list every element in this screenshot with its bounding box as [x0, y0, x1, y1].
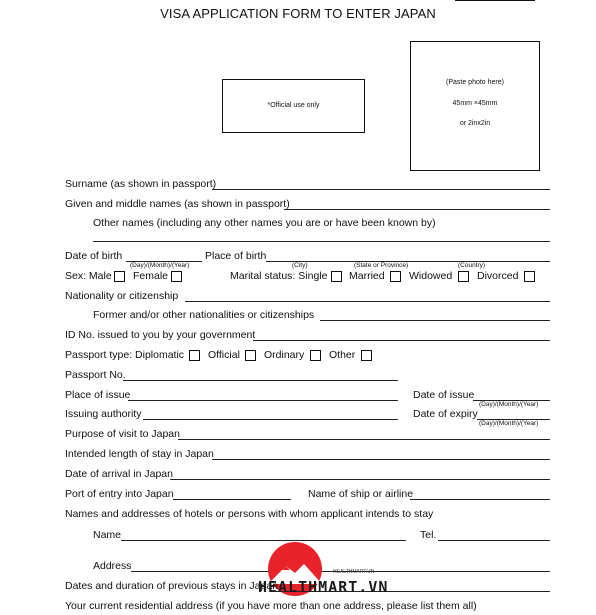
id-number-label: ID No. issued to you by your government	[65, 329, 256, 341]
issuing-authority-label: Issuing authority	[65, 408, 142, 420]
other-checkbox[interactable]	[361, 350, 372, 361]
official-use-label: *Official use only	[267, 102, 320, 109]
date-of-issue-label: Date of issue	[413, 389, 475, 401]
official-checkbox[interactable]	[245, 350, 256, 361]
other-label: Other	[329, 349, 356, 361]
dob-hint: (Day)/(Month)/(Year)	[130, 262, 190, 269]
former-nationality-label: Former and/or other nationalities or citizenships	[93, 309, 315, 321]
place-of-issue-label: Place of issue	[65, 389, 131, 401]
official-label: Official	[208, 349, 240, 361]
expiry-date-hint: (Day)/(Month)/(Year)	[479, 420, 539, 427]
divorced-label: Divorced	[477, 270, 519, 282]
host-address-label: Address	[93, 560, 132, 572]
photo-box	[410, 41, 540, 171]
id-number-field[interactable]	[253, 340, 550, 341]
passport-type-label: Passport type: Diplomatic	[65, 349, 185, 361]
former-nationality-field[interactable]	[320, 320, 550, 321]
form-title: VISA APPLICATION FORM TO ENTER JAPAN	[160, 6, 436, 21]
ship-airline-field[interactable]	[410, 499, 550, 500]
ordinary-checkbox[interactable]	[310, 350, 321, 361]
photo-instruction: (Paste photo here)	[446, 79, 504, 86]
nationality-field[interactable]	[185, 301, 550, 302]
photo-size-alt: or 2inx2in	[459, 120, 491, 127]
sex-label: Sex: Male	[65, 270, 112, 282]
date-of-expiry-label: Date of expiry	[413, 408, 478, 420]
single-checkbox[interactable]	[331, 271, 342, 282]
surname-field[interactable]	[212, 189, 550, 190]
intended-stay-field[interactable]	[212, 459, 550, 460]
given-names-label: Given and middle names (as shown in passport)	[65, 198, 290, 210]
pob-state-hint: (State or Province)	[354, 262, 409, 269]
pob-label: Place of birth	[205, 250, 267, 262]
nationality-label: Nationality or citizenship	[65, 290, 179, 302]
watermark-text: HEALTHMART.VN	[258, 578, 389, 596]
host-tel-field[interactable]	[438, 540, 550, 541]
dob-label: Date of birth	[65, 250, 123, 262]
host-name-field[interactable]	[121, 540, 406, 541]
purpose-field[interactable]	[178, 439, 550, 440]
surname-label: Surname (as shown in passport)	[65, 178, 217, 190]
photo-size: 45mm ×45mm	[452, 100, 498, 107]
previous-stays-label: Dates and duration of previous stays in Japan	[65, 580, 279, 592]
purpose-label: Purpose of visit to Japan	[65, 428, 180, 440]
passport-number-field[interactable]	[123, 380, 398, 381]
passport-number-label: Passport No.	[65, 369, 126, 381]
port-of-entry-field[interactable]	[173, 499, 291, 500]
male-checkbox[interactable]	[114, 271, 125, 282]
widowed-checkbox[interactable]	[458, 271, 469, 282]
top-rule	[455, 0, 535, 1]
place-of-issue-field[interactable]	[128, 400, 398, 401]
current-address-label: Your current residential address (if you have more than one address, please list them all)	[65, 600, 477, 612]
arrival-date-field[interactable]	[170, 479, 550, 480]
pob-country-hint: (Country)	[458, 262, 486, 269]
arrival-date-label: Date of arrival in Japan	[65, 468, 173, 480]
issue-date-hint: (Day)/(Month)/(Year)	[479, 401, 539, 408]
married-label: Married	[349, 270, 385, 282]
given-names-field[interactable]	[284, 209, 550, 210]
host-tel-label: Tel.	[420, 529, 437, 541]
divorced-checkbox[interactable]	[524, 271, 535, 282]
pob-city-hint: (City)	[292, 262, 308, 269]
ship-airline-label: Name of ship or airline	[308, 488, 414, 500]
intended-stay-label: Intended length of stay in Japan	[65, 448, 214, 460]
other-names-field[interactable]	[93, 241, 550, 242]
female-checkbox[interactable]	[171, 271, 182, 282]
female-label: Female	[133, 270, 169, 282]
other-names-label: Other names (including any other names you are or have been known by)	[93, 217, 436, 229]
official-use-box	[222, 79, 365, 133]
widowed-label: Widowed	[409, 270, 453, 282]
diplomatic-checkbox[interactable]	[189, 350, 200, 361]
hotels-label: Names and addresses of hotels or persons with whom applicant intends to stay	[65, 508, 434, 520]
married-checkbox[interactable]	[390, 271, 401, 282]
watermark-small-text: HEALTHMART.VN	[333, 569, 375, 575]
port-of-entry-label: Port of entry into Japan	[65, 488, 174, 500]
host-name-label: Name	[93, 529, 122, 541]
ordinary-label: Ordinary	[264, 349, 305, 361]
marital-status-label: Marital status: Single	[230, 270, 328, 282]
issuing-authority-field[interactable]	[143, 419, 398, 420]
